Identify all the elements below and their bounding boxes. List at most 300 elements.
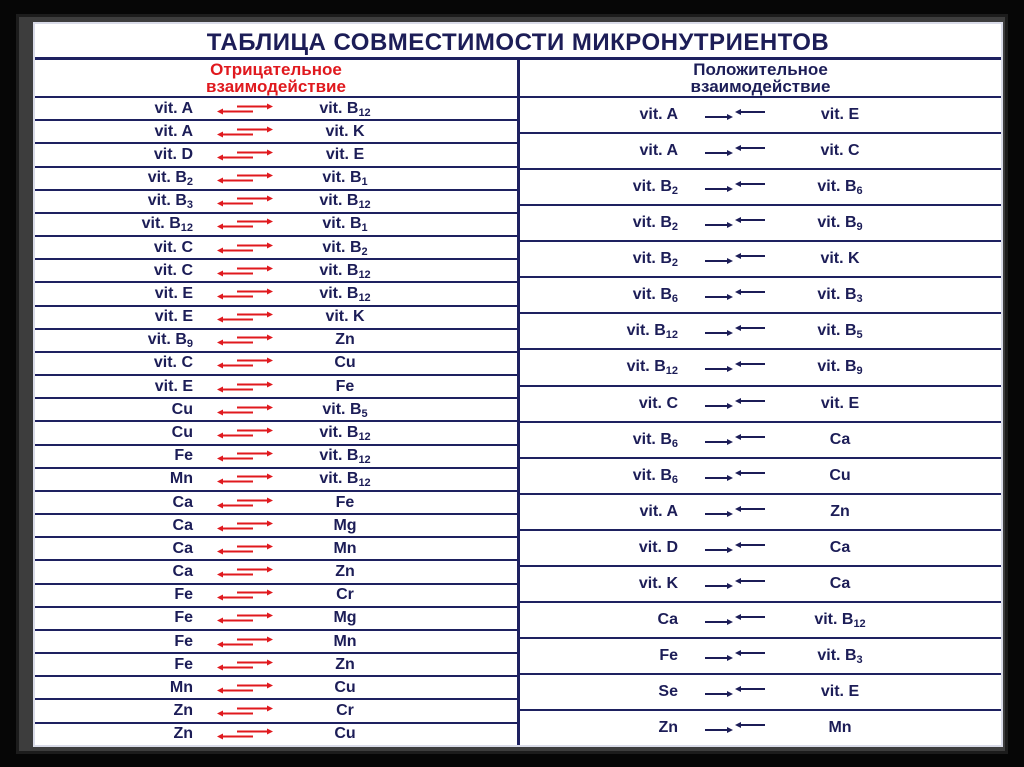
negative-nutrient-a xyxy=(35,354,205,372)
converging-arrow-icon xyxy=(690,109,780,121)
negative-nutrient-a xyxy=(35,285,205,303)
positive-row xyxy=(520,603,1001,639)
positive-nutrient-b xyxy=(780,142,900,160)
positive-nutrient-b-text: vit. C xyxy=(820,142,860,160)
positive-nutrient-a-text: vit. A xyxy=(639,142,678,160)
positive-nutrient-b-text: vit. E xyxy=(820,683,860,701)
negative-nutrient-a xyxy=(35,609,205,627)
negative-nutrient-a-text: vit. B xyxy=(147,192,187,210)
negative-nutrient-b xyxy=(285,656,405,674)
negative-row xyxy=(35,399,517,422)
positive-nutrient-b xyxy=(780,467,900,485)
double-arrow-red-icon xyxy=(205,126,285,138)
negative-row xyxy=(35,376,517,399)
positive-row xyxy=(520,134,1001,170)
double-arrow-red-icon xyxy=(205,103,285,115)
positive-nutrient-a-subscript: 12 xyxy=(665,329,678,342)
negative-nutrient-b xyxy=(285,331,405,349)
negative-row xyxy=(35,237,517,260)
negative-nutrient-b xyxy=(285,215,405,233)
positive-nutrient-b xyxy=(780,178,900,196)
negative-row xyxy=(35,492,517,515)
positive-row xyxy=(520,423,1001,459)
positive-nutrient-b xyxy=(780,286,900,304)
positive-nutrient-b xyxy=(780,431,900,449)
double-arrow-red-icon xyxy=(205,659,285,671)
negative-row xyxy=(35,538,517,561)
negative-nutrient-b-text: vit. B xyxy=(322,215,362,233)
negative-nutrient-b xyxy=(285,401,405,419)
negative-row xyxy=(35,353,517,376)
positive-nutrient-b-text: Ca xyxy=(829,574,851,592)
negative-nutrient-a xyxy=(35,169,205,187)
double-arrow-red-icon xyxy=(205,705,285,717)
negative-nutrient-a-text: Zn xyxy=(173,725,193,743)
positive-nutrient-a-subscript: 2 xyxy=(671,257,678,270)
negative-nutrient-b-text: Cr xyxy=(336,702,354,720)
negative-nutrient-b xyxy=(285,517,405,535)
negative-row xyxy=(35,214,517,237)
converging-arrow-icon xyxy=(690,289,780,301)
negative-nutrient-a-text: vit. C xyxy=(153,354,193,372)
converging-arrow-icon xyxy=(690,398,780,410)
positive-nutrient-b xyxy=(780,539,900,557)
converging-arrow-icon xyxy=(690,325,780,337)
double-arrow-red-icon xyxy=(205,636,285,648)
positive-row xyxy=(520,242,1001,278)
positive-header-line1: Положительное xyxy=(693,60,828,79)
positive-nutrient-b xyxy=(780,250,900,268)
negative-nutrient-b-subscript: 12 xyxy=(358,477,371,490)
positive-nutrient-a-text: vit. A xyxy=(639,502,678,520)
negative-row xyxy=(35,631,517,654)
negative-header xyxy=(35,60,517,98)
negative-nutrient-b-text: vit. B xyxy=(322,169,362,187)
double-arrow-red-icon xyxy=(205,172,285,184)
positive-row xyxy=(520,639,1001,675)
positive-nutrient-a xyxy=(520,106,690,124)
positive-nutrient-a xyxy=(520,214,690,232)
converging-arrow-icon xyxy=(690,470,780,482)
negative-nutrient-b xyxy=(285,192,405,210)
positive-nutrient-a-text: Ca xyxy=(657,610,678,628)
positive-nutrient-a-text: vit. B xyxy=(632,430,672,448)
negative-nutrient-a-text: vit. E xyxy=(154,377,193,395)
positive-nutrient-b-text: vit. E xyxy=(820,394,860,412)
negative-nutrient-b xyxy=(285,239,405,257)
negative-row xyxy=(35,422,517,445)
negative-nutrient-b xyxy=(285,424,405,442)
converging-arrow-icon xyxy=(690,578,780,590)
double-arrow-red-icon xyxy=(205,543,285,555)
positive-nutrient-b-text: vit. K xyxy=(820,250,860,268)
negative-nutrient-a-text: Ca xyxy=(172,563,193,581)
positive-nutrient-b-subscript: 9 xyxy=(856,221,863,234)
converging-arrow-icon xyxy=(690,650,780,662)
double-arrow-red-icon xyxy=(205,381,285,393)
negative-nutrient-b-text: vit. B xyxy=(319,261,359,279)
positive-nutrient-a-text: vit. A xyxy=(639,106,678,124)
positive-nutrient-a-subscript: 6 xyxy=(671,437,678,450)
negative-nutrient-a-text: Zn xyxy=(173,702,193,720)
double-arrow-red-icon xyxy=(205,497,285,509)
negative-nutrient-b-text: vit. B xyxy=(322,400,362,418)
positive-nutrient-a-subscript: 12 xyxy=(665,365,678,378)
negative-nutrient-b-text: Zn xyxy=(335,655,355,673)
positive-nutrient-a xyxy=(520,539,690,557)
converging-arrow-icon xyxy=(690,217,780,229)
positive-nutrient-b-text: vit. B xyxy=(817,214,857,232)
positive-nutrient-b-text: vit. B xyxy=(817,358,857,376)
double-arrow-red-icon xyxy=(205,357,285,369)
positive-row xyxy=(520,459,1001,495)
positive-nutrient-b-text: vit. B xyxy=(817,322,857,340)
positive-nutrient-b-text: Cu xyxy=(829,466,851,484)
negative-nutrient-a xyxy=(35,123,205,141)
converging-arrow-icon xyxy=(690,614,780,626)
converging-arrow-icon xyxy=(690,542,780,554)
positive-nutrient-b xyxy=(780,106,900,124)
double-arrow-red-icon xyxy=(205,682,285,694)
positive-nutrient-a-text: vit. B xyxy=(632,214,672,232)
double-arrow-red-icon xyxy=(205,566,285,578)
negative-column xyxy=(35,60,520,745)
negative-nutrient-b xyxy=(285,169,405,187)
negative-row xyxy=(35,98,517,121)
positive-nutrient-a-subscript: 6 xyxy=(671,293,678,306)
converging-arrow-icon xyxy=(690,181,780,193)
negative-nutrient-a-subscript: 3 xyxy=(186,199,193,212)
positive-header xyxy=(520,60,1001,98)
negative-nutrient-b-text: Zn xyxy=(335,331,355,349)
positive-nutrient-a-subscript: 2 xyxy=(671,221,678,234)
negative-nutrient-b xyxy=(285,586,405,604)
positive-nutrient-b xyxy=(780,214,900,232)
negative-nutrient-a xyxy=(35,586,205,604)
positive-nutrient-b-subscript: 5 xyxy=(856,329,863,342)
negative-nutrient-a xyxy=(35,563,205,581)
positive-row xyxy=(520,170,1001,206)
negative-nutrient-a xyxy=(35,146,205,164)
negative-nutrient-b-subscript: 12 xyxy=(358,199,371,212)
negative-nutrient-b xyxy=(285,725,405,743)
negative-nutrient-a-text: Ca xyxy=(172,539,193,557)
double-arrow-red-icon xyxy=(205,288,285,300)
negative-nutrient-a xyxy=(35,656,205,674)
negative-nutrient-a xyxy=(35,331,205,349)
negative-nutrient-b-subscript: 12 xyxy=(358,454,371,467)
negative-row xyxy=(35,700,517,723)
negative-nutrient-a xyxy=(35,192,205,210)
positive-nutrient-b-subscript: 3 xyxy=(856,653,863,666)
negative-row xyxy=(35,654,517,677)
negative-nutrient-a xyxy=(35,725,205,743)
negative-nutrient-a xyxy=(35,447,205,465)
positive-nutrient-a-text: Zn xyxy=(658,719,678,737)
positive-nutrient-b xyxy=(780,683,900,701)
positive-nutrient-a xyxy=(520,647,690,665)
positive-nutrient-b-text: Zn xyxy=(830,502,850,520)
negative-row xyxy=(35,144,517,167)
positive-nutrient-a-text: Fe xyxy=(659,646,678,664)
positive-row xyxy=(520,567,1001,603)
negative-nutrient-b xyxy=(285,679,405,697)
double-arrow-red-icon xyxy=(205,612,285,624)
positive-nutrient-a-text: vit. B xyxy=(626,322,666,340)
negative-nutrient-a-text: Fe xyxy=(174,632,193,650)
negative-nutrient-b xyxy=(285,146,405,164)
negative-nutrient-a-text: Ca xyxy=(172,516,193,534)
positive-nutrient-a xyxy=(520,395,690,413)
negative-nutrient-b-text: Mg xyxy=(333,609,357,627)
positive-nutrient-a xyxy=(520,683,690,701)
negative-nutrient-a-text: vit. A xyxy=(154,99,193,117)
negative-nutrient-b xyxy=(285,100,405,118)
negative-nutrient-a-text: vit. C xyxy=(153,261,193,279)
negative-nutrient-b xyxy=(285,470,405,488)
negative-nutrient-b-subscript: 5 xyxy=(361,407,368,420)
negative-nutrient-a xyxy=(35,401,205,419)
negative-row xyxy=(35,469,517,492)
negative-nutrient-a-text: vit. B xyxy=(147,331,187,349)
negative-nutrient-b-text: vit. B xyxy=(319,470,359,488)
negative-nutrient-b-text: vit. B xyxy=(319,423,359,441)
positive-nutrient-b xyxy=(780,611,900,629)
negative-nutrient-b-subscript: 12 xyxy=(358,268,371,281)
negative-nutrient-a-text: Fe xyxy=(174,586,193,604)
positive-nutrient-b-text: Ca xyxy=(829,538,851,556)
negative-row xyxy=(35,585,517,608)
double-arrow-red-icon xyxy=(205,242,285,254)
positive-row xyxy=(520,531,1001,567)
negative-nutrient-a xyxy=(35,702,205,720)
negative-row xyxy=(35,446,517,469)
negative-nutrient-b-text: vit. B xyxy=(319,284,359,302)
negative-nutrient-b xyxy=(285,563,405,581)
positive-nutrient-b xyxy=(780,575,900,593)
negative-nutrient-a-text: vit. E xyxy=(154,284,193,302)
double-arrow-red-icon xyxy=(205,265,285,277)
negative-nutrient-a-text: vit. B xyxy=(147,169,187,187)
negative-nutrient-b xyxy=(285,702,405,720)
negative-nutrient-b-subscript: 1 xyxy=(361,176,368,189)
negative-nutrient-b-text: vit. B xyxy=(319,447,359,465)
positive-nutrient-a xyxy=(520,250,690,268)
negative-nutrient-a-text: Mn xyxy=(169,678,193,696)
double-arrow-red-icon xyxy=(205,404,285,416)
positive-row xyxy=(520,350,1001,386)
positive-nutrient-a xyxy=(520,467,690,485)
negative-rows xyxy=(35,98,517,745)
double-arrow-red-icon xyxy=(205,334,285,346)
negative-nutrient-b xyxy=(285,123,405,141)
negative-header-line1: Отрицательное xyxy=(210,60,342,79)
negative-nutrient-b-text: vit. B xyxy=(319,192,359,210)
negative-nutrient-a-text: Fe xyxy=(174,447,193,465)
negative-nutrient-b-text: Mn xyxy=(333,539,357,557)
double-arrow-red-icon xyxy=(205,311,285,323)
negative-nutrient-a-text: Fe xyxy=(174,655,193,673)
positive-nutrient-a xyxy=(520,358,690,376)
positive-header-line2: взаимодействие xyxy=(690,77,831,96)
negative-nutrient-a xyxy=(35,633,205,651)
positive-nutrient-b-subscript: 6 xyxy=(856,185,863,198)
negative-nutrient-a-text: vit. C xyxy=(153,238,193,256)
positive-nutrient-b xyxy=(780,322,900,340)
negative-nutrient-a-subscript: 12 xyxy=(180,222,193,235)
positive-row xyxy=(520,387,1001,423)
negative-nutrient-a-text: vit. E xyxy=(154,308,193,326)
negative-nutrient-b-text: Cu xyxy=(334,354,356,372)
positive-nutrient-a-text: vit. B xyxy=(626,358,666,376)
positive-row xyxy=(520,278,1001,314)
converging-arrow-icon xyxy=(690,722,780,734)
double-arrow-red-icon xyxy=(205,450,285,462)
negative-row xyxy=(35,561,517,584)
double-arrow-red-icon xyxy=(205,728,285,740)
negative-nutrient-b-subscript: 12 xyxy=(358,106,371,119)
positive-nutrient-b-text: vit. B xyxy=(817,646,857,664)
negative-nutrient-b xyxy=(285,262,405,280)
converging-arrow-icon xyxy=(690,361,780,373)
positive-nutrient-b-text: vit. B xyxy=(814,610,854,628)
double-arrow-red-icon xyxy=(205,427,285,439)
negative-row xyxy=(35,168,517,191)
negative-nutrient-a-text: vit. A xyxy=(154,122,193,140)
negative-row xyxy=(35,608,517,631)
negative-nutrient-b xyxy=(285,378,405,396)
positive-row xyxy=(520,206,1001,242)
positive-nutrient-a xyxy=(520,575,690,593)
negative-row xyxy=(35,260,517,283)
negative-nutrient-b-text: Mn xyxy=(333,632,357,650)
negative-nutrient-a-subscript: 9 xyxy=(186,338,193,351)
negative-nutrient-b-subscript: 2 xyxy=(361,245,368,258)
negative-row xyxy=(35,307,517,330)
negative-nutrient-b-text: vit. B xyxy=(322,238,362,256)
negative-nutrient-b-text: Cu xyxy=(334,678,356,696)
positive-nutrient-a xyxy=(520,503,690,521)
positive-nutrient-a xyxy=(520,322,690,340)
positive-nutrient-b-text: vit. E xyxy=(820,106,860,124)
compatibility-table xyxy=(33,22,1003,747)
negative-nutrient-a-text: vit. B xyxy=(141,215,181,233)
converging-arrow-icon xyxy=(690,506,780,518)
negative-nutrient-b-text: Mg xyxy=(333,516,357,534)
page-title: ТАБЛИЦА СОВМЕСТИМОСТИ МИКРОНУТРИЕНТОВ xyxy=(206,29,830,56)
double-arrow-red-icon xyxy=(205,589,285,601)
positive-nutrient-b-text: vit. B xyxy=(817,178,857,196)
positive-nutrient-a xyxy=(520,286,690,304)
negative-nutrient-a-text: Ca xyxy=(172,493,193,511)
positive-nutrient-a-subscript: 6 xyxy=(671,473,678,486)
double-arrow-red-icon xyxy=(205,473,285,485)
negative-row xyxy=(35,283,517,306)
negative-nutrient-b xyxy=(285,633,405,651)
negative-nutrient-b-text: Fe xyxy=(335,377,355,395)
positive-nutrient-a-text: vit. B xyxy=(632,250,672,268)
positive-nutrient-b-text: Mn xyxy=(828,719,852,737)
negative-nutrient-a-subscript: 2 xyxy=(186,176,193,189)
positive-nutrient-a-text: vit. B xyxy=(632,178,672,196)
double-arrow-red-icon xyxy=(205,520,285,532)
converging-arrow-icon xyxy=(690,434,780,446)
positive-nutrient-a-text: vit. D xyxy=(638,538,678,556)
positive-nutrient-a xyxy=(520,431,690,449)
negative-nutrient-b xyxy=(285,609,405,627)
negative-nutrient-b-text: vit. B xyxy=(319,99,359,117)
negative-nutrient-b xyxy=(285,494,405,512)
negative-nutrient-b-text: Zn xyxy=(335,563,355,581)
negative-nutrient-b-subscript: 12 xyxy=(358,291,371,304)
converging-arrow-icon xyxy=(690,686,780,698)
negative-row xyxy=(35,121,517,144)
negative-nutrient-a-text: Fe xyxy=(174,609,193,627)
positive-nutrient-a-text: vit. C xyxy=(638,394,678,412)
negative-header-line2: взаимодействие xyxy=(206,77,346,96)
positive-row xyxy=(520,711,1001,745)
negative-nutrient-a xyxy=(35,378,205,396)
positive-nutrient-a-text: Se xyxy=(658,683,678,701)
positive-nutrient-b xyxy=(780,395,900,413)
negative-nutrient-b-text: Fe xyxy=(335,493,355,511)
positive-column xyxy=(520,60,1001,745)
negative-nutrient-b xyxy=(285,308,405,326)
negative-row xyxy=(35,330,517,353)
positive-nutrient-b xyxy=(780,358,900,376)
double-arrow-red-icon xyxy=(205,218,285,230)
positive-nutrient-a xyxy=(520,178,690,196)
positive-nutrient-b-subscript: 3 xyxy=(856,293,863,306)
positive-nutrient-b-subscript: 9 xyxy=(856,365,863,378)
converging-arrow-icon xyxy=(690,145,780,157)
negative-nutrient-a xyxy=(35,494,205,512)
positive-row xyxy=(520,675,1001,711)
negative-nutrient-a xyxy=(35,517,205,535)
negative-nutrient-b xyxy=(285,447,405,465)
negative-nutrient-b-text: vit. E xyxy=(325,145,365,163)
positive-nutrient-a-subscript: 2 xyxy=(671,185,678,198)
negative-nutrient-b xyxy=(285,285,405,303)
negative-nutrient-a xyxy=(35,470,205,488)
positive-rows xyxy=(520,98,1001,745)
positive-row xyxy=(520,98,1001,134)
positive-nutrient-a xyxy=(520,611,690,629)
negative-nutrient-a xyxy=(35,262,205,280)
positive-nutrient-b-text: vit. B xyxy=(817,286,857,304)
positive-row xyxy=(520,314,1001,350)
positive-nutrient-b xyxy=(780,719,900,737)
negative-nutrient-b-text: vit. K xyxy=(325,122,365,140)
negative-nutrient-a xyxy=(35,215,205,233)
negative-nutrient-b xyxy=(285,540,405,558)
double-arrow-red-icon xyxy=(205,149,285,161)
positive-nutrient-a xyxy=(520,142,690,160)
negative-nutrient-b-text: Cu xyxy=(334,725,356,743)
negative-nutrient-a-text: vit. D xyxy=(153,145,193,163)
positive-nutrient-a-text: vit. B xyxy=(632,466,672,484)
positive-nutrient-a xyxy=(520,719,690,737)
negative-nutrient-b-text: Cr xyxy=(336,586,354,604)
negative-row xyxy=(35,724,517,745)
negative-nutrient-a-text: Cu xyxy=(171,400,193,418)
converging-arrow-icon xyxy=(690,253,780,265)
negative-row xyxy=(35,677,517,700)
negative-nutrient-a xyxy=(35,100,205,118)
negative-nutrient-a-text: Cu xyxy=(171,423,193,441)
negative-nutrient-b-subscript: 12 xyxy=(358,430,371,443)
negative-nutrient-b xyxy=(285,354,405,372)
